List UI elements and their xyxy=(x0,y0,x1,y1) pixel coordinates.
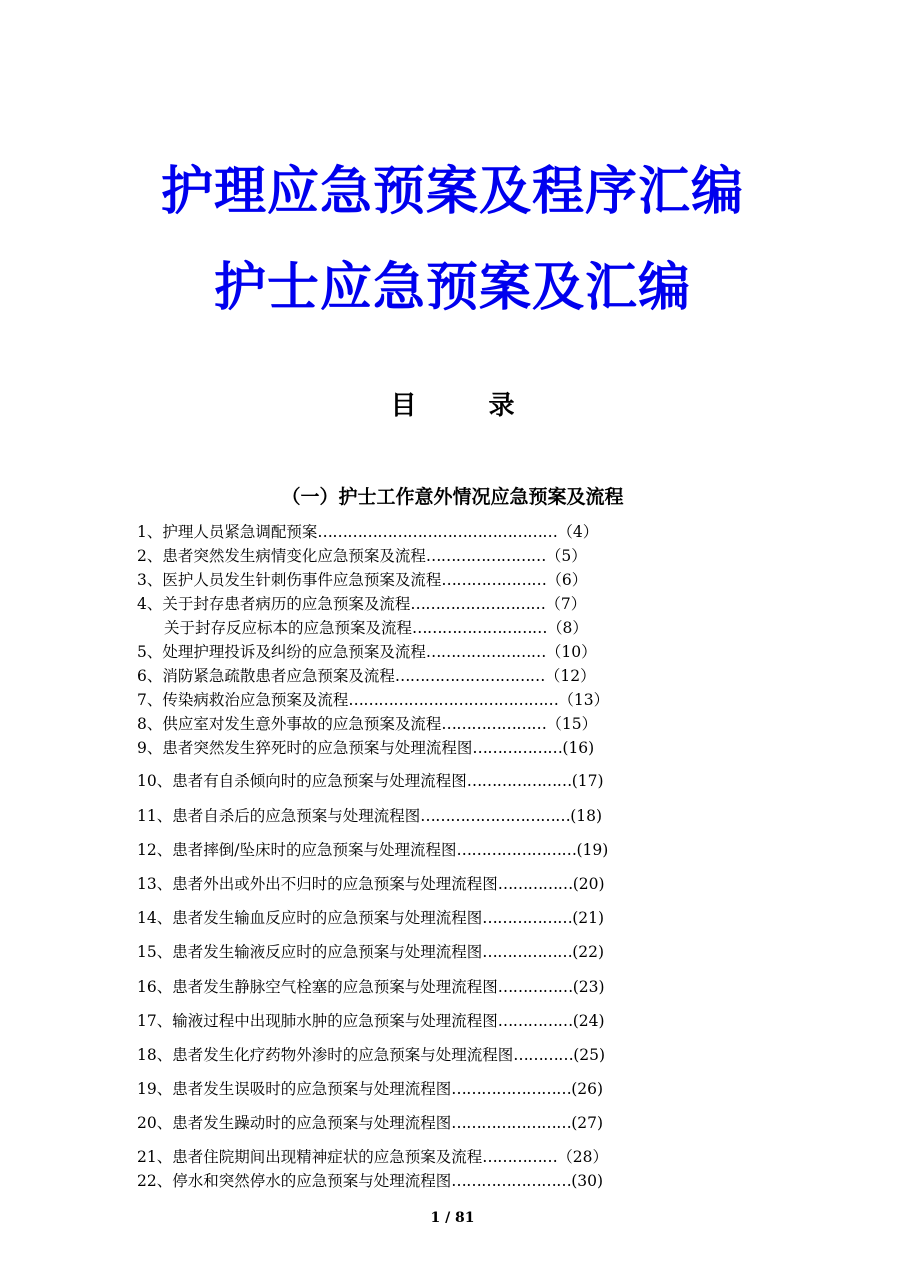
toc-entry-leader: …………………… xyxy=(451,1080,572,1098)
toc-entry xyxy=(137,713,597,735)
toc-entry-page: (26) xyxy=(571,1080,604,1098)
toc-entry-title: 患者发生误吸时的应急预案与处理流程图 xyxy=(172,1080,452,1098)
toc-entry-title: 患者突然发生猝死时的应急预案与处理流程图 xyxy=(162,739,473,757)
toc-entry-title: 患者发生静脉空气栓塞的应急预案与处理流程图 xyxy=(172,978,498,996)
toc-entry-number: 5、 xyxy=(137,643,163,661)
toc-entry-title: 输液过程中出现肺水肿的应急预案与处理流程图 xyxy=(172,1012,498,1030)
toc-entry xyxy=(137,521,598,543)
toc-entry xyxy=(137,689,609,711)
toc-entry-title: 传染病救治应急预案及流程 xyxy=(162,691,349,709)
toc-entry-title: 患者发生躁动时的应急预案与处理流程图 xyxy=(172,1114,452,1132)
toc-entry-title: 患者发生输血反应时的应急预案与处理流程图 xyxy=(172,909,483,927)
toc-entry xyxy=(137,1010,605,1032)
toc-entry-number: 3、 xyxy=(137,571,163,589)
contents-heading xyxy=(0,390,905,422)
toc-entry-number: 18、 xyxy=(137,1046,173,1064)
toc-entry-title: 患者自杀后的应急预案与处理流程图 xyxy=(172,807,421,825)
toc-entry-leader: ………………………… xyxy=(394,667,545,685)
toc-entry xyxy=(137,839,608,861)
toc-entry-title: 患者外出或外出不归时的应急预案与处理流程图 xyxy=(172,875,498,893)
toc-entry-title: 患者住院期间出现精神症状的应急预案及流程 xyxy=(172,1148,483,1166)
toc-entry-page: （13） xyxy=(558,691,610,709)
toc-entry xyxy=(137,805,602,827)
toc-entry-title: 医护人员发生针刺伤事件应急预案及流程 xyxy=(162,571,442,589)
toc-entry-leader: ……………………… xyxy=(412,619,548,637)
toc-entry-leader: …………………… xyxy=(451,1172,572,1190)
toc-entry xyxy=(137,907,604,929)
toc-entry-leader: …………………… xyxy=(456,841,577,859)
toc-entry-number: 9、 xyxy=(137,739,163,757)
toc-entry xyxy=(137,1078,603,1100)
toc-entry-title: 停水和突然停水的应急预案与处理流程图 xyxy=(172,1172,452,1190)
toc-entry-page: (17) xyxy=(571,772,604,790)
toc-entry xyxy=(137,1146,608,1168)
toc-entry-leader: ………………… xyxy=(441,571,547,589)
toc-entry-page: （15） xyxy=(546,715,598,733)
toc-entry-number: 22、 xyxy=(137,1172,173,1190)
toc-entry-page: (25) xyxy=(573,1046,606,1064)
toc-entry-number: 2、 xyxy=(137,547,163,565)
toc-entry xyxy=(137,1112,603,1134)
document-title: 护理应急预案及程序汇编 xyxy=(160,162,744,222)
toc-entry xyxy=(137,569,587,591)
toc-entry xyxy=(137,1044,605,1066)
toc-entry-page: (21) xyxy=(572,909,605,927)
toc-entry-number: 7、 xyxy=(137,691,163,709)
toc-entry-number: 11、 xyxy=(137,807,173,825)
toc-entry-leader: ……………… xyxy=(482,943,573,961)
toc-entry-leader: ………………………… xyxy=(420,807,571,825)
toc-entry-page: (18) xyxy=(570,807,603,825)
toc-entry-leader: ………………… xyxy=(441,715,547,733)
toc-entry-title: 护理人员紧急调配预案 xyxy=(162,523,318,541)
toc-entry xyxy=(137,545,587,567)
toc-entry-number: 21、 xyxy=(137,1148,173,1166)
toc-entry xyxy=(137,617,588,639)
toc-entry xyxy=(137,1170,603,1192)
toc-entry-number: 6、 xyxy=(137,667,163,685)
toc-entry-title: 消防紧急疏散患者应急预案及流程 xyxy=(162,667,395,685)
toc-entry-leader: …………… xyxy=(497,978,573,996)
toc-entry-page: (24) xyxy=(572,1012,605,1030)
toc-entry xyxy=(137,873,605,895)
toc-entry-page: （8） xyxy=(547,619,588,637)
toc-entry-page: (22) xyxy=(572,943,605,961)
toc-entry-number: 17、 xyxy=(137,1012,173,1030)
page-number: 1 / 81 xyxy=(430,1210,475,1226)
toc-entry-leader: ………………… xyxy=(466,772,572,790)
toc-entry xyxy=(137,976,605,998)
contents-heading-char-1: 目 xyxy=(390,391,417,421)
toc-entry-title: 患者发生输液反应时的应急预案与处理流程图 xyxy=(172,943,483,961)
toc-entry-number: 13、 xyxy=(137,875,173,893)
toc-entry-title: 关于封存反应标本的应急预案及流程 xyxy=(164,619,413,637)
toc-entry-page: （28） xyxy=(557,1148,608,1166)
toc-entry-page: (30) xyxy=(571,1172,604,1190)
toc-entry-page: （7） xyxy=(545,595,587,613)
toc-entry xyxy=(137,770,604,792)
toc-entry-number: 15、 xyxy=(137,943,173,961)
toc-entry-leader: ……………………… xyxy=(410,595,546,613)
document-subtitle: 护士应急预案及汇编 xyxy=(213,258,691,318)
toc-entry-page: （4） xyxy=(557,523,599,541)
toc-entry-page: (27) xyxy=(571,1114,604,1132)
toc-entry xyxy=(137,737,594,759)
toc-entry xyxy=(137,941,604,963)
toc-entry-page: (16) xyxy=(562,739,595,757)
toc-entry-page: (20) xyxy=(572,875,605,893)
toc-entry-leader: ………… xyxy=(513,1046,574,1064)
toc-entry-number: 20、 xyxy=(137,1114,173,1132)
section-heading: （一）护士工作意外情况应急预案及流程 xyxy=(281,486,624,508)
toc-entry-leader: …………… xyxy=(497,1012,573,1030)
toc-entry-leader: ……………… xyxy=(472,739,563,757)
toc-entry-title: 供应室对发生意外事故的应急预案及流程 xyxy=(162,715,442,733)
toc-entry-page: （10） xyxy=(545,643,597,661)
toc-entry xyxy=(137,593,586,615)
toc-entry-number: 10、 xyxy=(137,772,173,790)
toc-entry-number: 4、 xyxy=(137,595,163,613)
toc-entry-page: (23) xyxy=(572,978,605,996)
toc-entry-page: （5） xyxy=(545,547,587,565)
toc-entry xyxy=(137,665,596,687)
toc-entry-leader: …………… xyxy=(482,1148,558,1166)
toc-entry-number: 12、 xyxy=(137,841,173,859)
toc-entry-page: （12） xyxy=(544,667,596,685)
contents-heading-char-2: 录 xyxy=(488,391,515,421)
toc-entry-title: 患者摔倒/坠床时的应急预案与处理流程图 xyxy=(172,841,457,859)
toc-entry-number: 19、 xyxy=(137,1080,173,1098)
toc-entry-title: 患者突然发生病情变化应急预案及流程 xyxy=(162,547,426,565)
toc-entry-title: 处理护理投诉及纠纷的应急预案及流程 xyxy=(162,643,426,661)
toc-entry-leader: ……………… xyxy=(482,909,573,927)
toc-entry-leader: …………………… xyxy=(425,547,546,565)
toc-entry-number: 1、 xyxy=(137,523,163,541)
toc-entry-page: （6） xyxy=(546,571,588,589)
toc-entry-leader: …………………… xyxy=(425,643,546,661)
toc-entry-page: (19) xyxy=(576,841,609,859)
toc-entry xyxy=(137,641,597,663)
toc-entry-leader: …………………………………… xyxy=(348,691,559,709)
toc-entry-title: 患者发生化疗药物外渗时的应急预案与处理流程图 xyxy=(172,1046,514,1064)
toc-entry-title: 关于封存患者病历的应急预案及流程 xyxy=(162,595,411,613)
toc-entry-leader: …………………… xyxy=(451,1114,572,1132)
toc-entry-number: 8、 xyxy=(137,715,163,733)
toc-entry-title: 患者有自杀倾向时的应急预案与处理流程图 xyxy=(172,772,467,790)
toc-entry-leader: …………… xyxy=(497,875,573,893)
toc-entry-leader: ………………………………………… xyxy=(317,523,558,541)
toc-entry-number: 14、 xyxy=(137,909,173,927)
toc-entry-number: 16、 xyxy=(137,978,173,996)
